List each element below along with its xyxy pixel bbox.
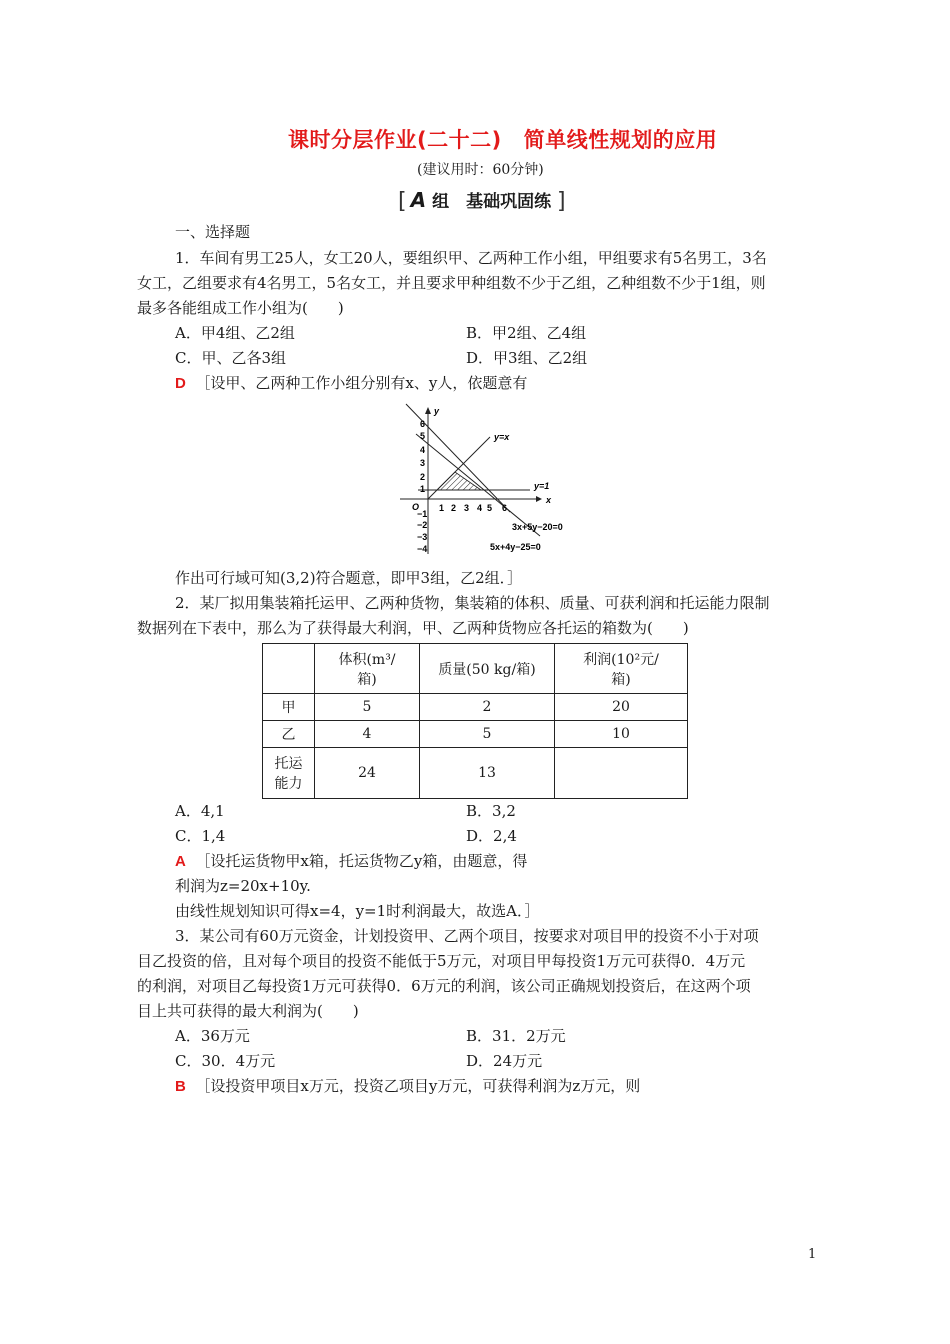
y-tick-label: 5 <box>420 431 426 441</box>
x-tick-label: 2 <box>451 503 457 513</box>
table-cell: 5 <box>420 721 555 748</box>
table-cell: 4 <box>315 721 420 748</box>
table-header-cell <box>315 644 420 694</box>
q3-line3: 的利润，对项目乙每投资1万元可获得0．6万元的利润，该公司正确规划投资后，在这两个项 <box>137 977 751 995</box>
q2-line1: 2．某厂拟用集装箱托运甲、乙两种货物，集装箱的体积、质量、可获利润和托运能力限制 <box>175 594 770 612</box>
q2-solution <box>175 851 527 872</box>
x-tick-label: 1 <box>439 503 445 513</box>
q2-solution-line3: 由线性规划知识可得x=4，y=1时利润最大，故选A．］ <box>175 902 540 920</box>
y-tick-label: 2 <box>420 472 426 482</box>
q1-solution-line2: 作出可行域可知(3,2)符合题意，即甲3组，乙2组．］ <box>175 569 523 587</box>
y-axis-arrow <box>425 407 431 414</box>
table-header-cell: 质量(50 kg/箱) <box>420 644 555 694</box>
table-cell: 24 <box>315 748 420 799</box>
q1-line3: 最多各能组成工作小组为( ) <box>137 299 344 317</box>
q3-solution <box>175 1076 640 1097</box>
header-volume-line1: 体积(m³/ <box>338 651 396 668</box>
title-part2: 简单线性规划的应用 <box>523 128 718 152</box>
table-cell: 甲 <box>263 694 315 721</box>
q3-answer: B <box>175 1078 186 1095</box>
x-tick-label: 3 <box>464 503 470 513</box>
row-capacity-line1: 托运 <box>274 756 303 772</box>
q3-solution-line1: ［设投资甲项目x万元，投资乙项目y万元，可获得利润为z万元，则 <box>195 1077 641 1095</box>
cargo-table <box>262 643 688 799</box>
table-row <box>263 694 688 721</box>
y-tick-label: 6 <box>420 419 426 429</box>
x-tick-label: 4 <box>477 503 483 513</box>
line-label: y=x <box>494 432 510 442</box>
table-row <box>263 748 688 799</box>
q2-option-b: B．3,2 <box>466 802 516 820</box>
q1-solution <box>175 373 527 394</box>
q2-solution-line2: 利润为z=20x+10y. <box>175 877 311 895</box>
table-cell: 乙 <box>263 721 315 748</box>
q3-option-d: D．24万元 <box>466 1052 543 1070</box>
q1-option-a: A．甲4组、乙2组 <box>175 324 295 342</box>
y-axis-label: y <box>434 406 440 416</box>
row-capacity-line2: 能力 <box>274 776 303 792</box>
q2-option-d: D．2,4 <box>466 827 517 845</box>
y-tick-label: 1 <box>420 484 426 494</box>
section-label: 一、选择题 <box>175 223 251 241</box>
header-profit-line1: 利润(10²元/ <box>583 651 659 668</box>
table-cell: 10 <box>555 721 688 748</box>
line-label: 5x+4y−25=0 <box>490 542 541 552</box>
group-label: 组 基础巩固练 <box>432 192 552 212</box>
table-header-cell <box>555 644 688 694</box>
line-label: 3x+5y−20=0 <box>512 522 563 532</box>
origin-label: O <box>412 502 420 512</box>
y-tick-label: 3 <box>420 458 426 468</box>
q1-option-d: D．甲3组、乙2组 <box>466 349 588 367</box>
x-tick-label: 5 <box>487 503 493 513</box>
y-tick-label: −4 <box>417 544 428 554</box>
q3-option-a: A．36万元 <box>175 1027 250 1045</box>
header-volume-line2: 箱) <box>357 671 377 688</box>
page-number: 1 <box>808 1247 817 1262</box>
q2-answer: A <box>175 853 186 870</box>
x-tick-label: 6 <box>502 503 508 513</box>
q3-line2: 目乙投资的倍，且对每个项目的投资不能低于5万元，对项目甲每投资1万元可获得0．4万元 <box>137 952 746 970</box>
table-header-cell <box>263 644 315 694</box>
q1-solution-line1: ［设甲、乙两种工作小组分别有x、y人，依题意有 <box>195 374 528 392</box>
q3-line1: 3．某公司有60万元资金，计划投资甲、乙两个项目，按要求对项目甲的投资不小于对项 <box>175 927 759 945</box>
y-tick-label: −3 <box>417 532 428 542</box>
title-part1: 课时分层作业(二十二) <box>288 128 502 152</box>
q2-option-c: C．1,4 <box>175 827 226 845</box>
y-tick-label: 4 <box>420 445 426 455</box>
q1-answer: D <box>175 375 186 392</box>
q1-option-b: B．甲2组、乙4组 <box>466 324 587 342</box>
q1-line1: 1．车间有男工25人，女工20人，要组织甲、乙两种工作小组，甲组要求有5名男工，3名 <box>175 249 767 267</box>
table-row <box>263 721 688 748</box>
y-tick-label: −2 <box>417 520 428 530</box>
suggested-time: (建议用时：60分钟) <box>417 162 544 178</box>
q1-line2: 女工，乙组要求有4名男工，5名女工，并且要求甲种组数不少于乙组，乙种组数不少于1组，则 <box>137 274 766 292</box>
y-tick-label: −1 <box>417 509 428 519</box>
q1-option-c: C．甲、乙各3组 <box>175 349 287 367</box>
q3-option-b: B．31．2万元 <box>466 1027 566 1045</box>
feasible-region-graph <box>398 402 598 562</box>
table-cell <box>263 748 315 799</box>
table-cell <box>555 748 688 799</box>
q2-line2: 数据列在下表中，那么为了获得最大利润，甲、乙两种货物应各托运的箱数为( ) <box>137 619 689 637</box>
table-cell: 5 <box>315 694 420 721</box>
header-profit-line2: 箱) <box>611 671 631 688</box>
q2-option-a: A．4,1 <box>175 802 225 820</box>
q3-line4: 目上共可获得的最大利润为( ) <box>137 1002 359 1020</box>
table-cell: 13 <box>420 748 555 799</box>
x-axis-label: x <box>546 495 552 505</box>
q2-solution-line1: ［设托运货物甲x箱，托运货物乙y箱，由题意，得 <box>195 852 528 870</box>
table-header-row <box>263 644 688 694</box>
group-letter: A <box>410 188 427 212</box>
group-heading: [ A 组 基础巩固练 ] <box>398 188 566 214</box>
table-cell: 2 <box>420 694 555 721</box>
table-cell: 20 <box>555 694 688 721</box>
q3-option-c: C．30．4万元 <box>175 1052 276 1070</box>
line-label: y=1 <box>534 481 550 491</box>
x-axis-arrow <box>536 496 542 502</box>
page-title <box>288 124 717 154</box>
